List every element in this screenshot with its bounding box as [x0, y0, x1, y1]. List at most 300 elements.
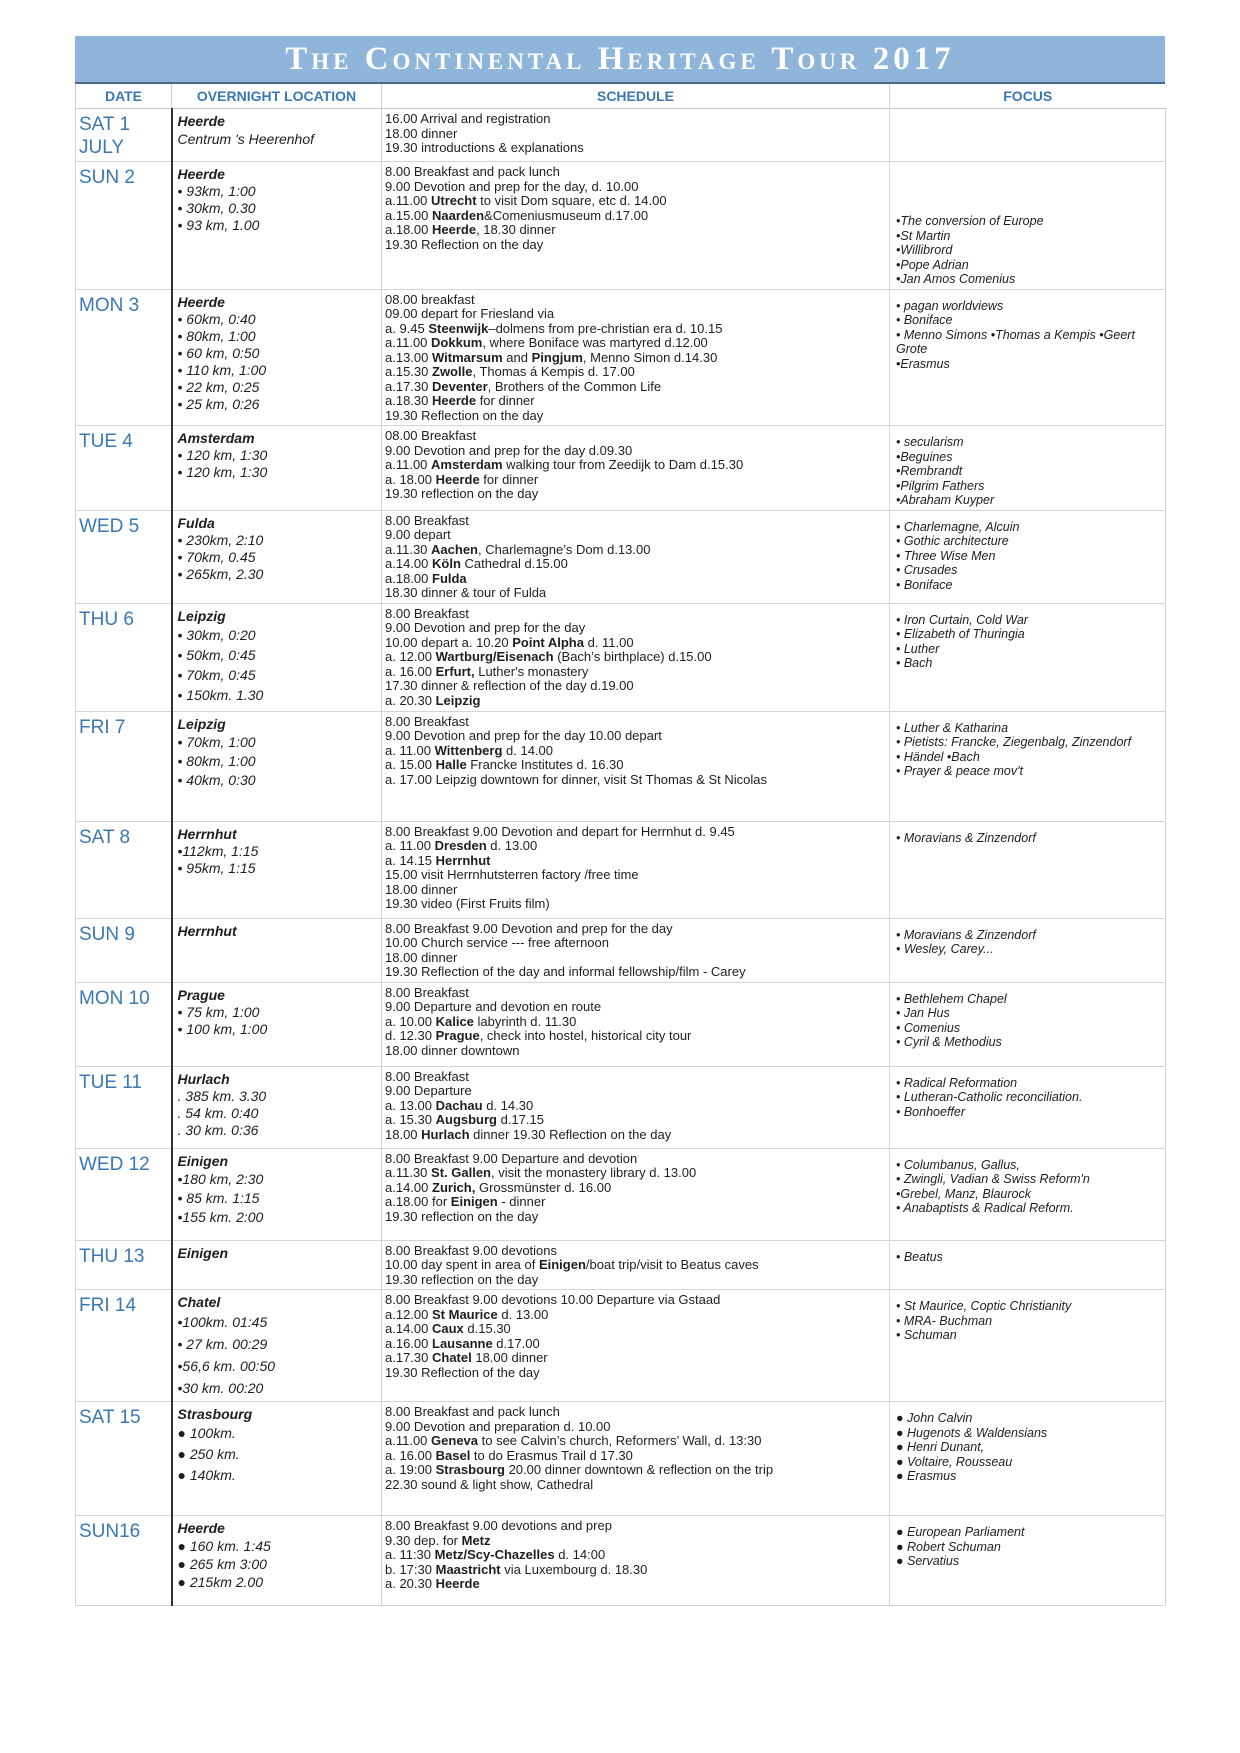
schedule-cell	[382, 1516, 890, 1606]
location-cell	[172, 510, 382, 603]
schedule-item: 8.00 Breakfast and pack lunch	[385, 164, 560, 179]
date-cell	[76, 1066, 172, 1148]
schedule-item: a.16.00 Lausanne d.17.00	[385, 1335, 540, 1351]
header-row	[76, 84, 1166, 109]
schedule-table	[75, 84, 1166, 1606]
focus-item: ● Voltaire, Rousseau	[896, 1454, 1013, 1469]
schedule-item: a. 10.00 Kalice labyrinth d. 11.30	[385, 1013, 577, 1029]
schedule-item: a.11.30 Aachen, Charlemagne’s Dom d.13.00	[385, 541, 651, 557]
date-cell	[76, 603, 172, 711]
schedule-item: a. 9.45 Steenwijk–dolmens from pre-christian era d. 10.15	[385, 320, 723, 336]
schedule-item: a. 20.30 Leipzig	[385, 692, 481, 708]
date-label: WED 5	[79, 515, 140, 537]
schedule-item: 17.30 dinner & reflection of the day d.19.00	[385, 678, 634, 693]
focus-cell	[890, 1148, 1166, 1240]
location-cell	[172, 1290, 382, 1402]
distance-item: • 70km, 1:00	[177, 733, 256, 750]
schedule-item: 10.00 depart a. 10.20 Point Alpha d. 11.00	[385, 634, 634, 650]
focus-item: ● Henri Dunant,	[896, 1440, 985, 1454]
distance-item: • 95km, 1:15	[177, 859, 256, 876]
schedule-item: a.18.00 Fulda	[385, 570, 467, 586]
schedule-rows	[76, 109, 1166, 1606]
focus-item: •Rembrandt	[896, 464, 963, 478]
location-name: Leipzig	[177, 607, 226, 624]
schedule-item: 18.00 dinner	[385, 881, 458, 897]
distance-item: • 93km, 1:00	[177, 183, 256, 199]
focus-item: • Menno Simons •Thomas a Kempis •Geert Grote	[896, 327, 1135, 356]
date-cell	[76, 1290, 172, 1402]
distance-item: • 60km, 0:40	[177, 310, 256, 327]
location-cell	[172, 426, 382, 511]
table-row	[76, 1516, 1166, 1606]
schedule-cell	[382, 1240, 890, 1290]
focus-item: ● Servatius	[896, 1554, 960, 1568]
schedule-item: 19.30 Reflection on the day	[385, 407, 544, 423]
schedule-item: a.18.00 for Einigen - dinner	[385, 1194, 546, 1209]
location-cell	[172, 1240, 382, 1290]
location-name: Heerde	[177, 293, 225, 310]
focus-cell	[890, 289, 1166, 426]
distance-item: • 110 km, 1:00	[177, 361, 267, 378]
focus-item: ● European Parliament	[896, 1525, 1025, 1539]
distance-item: •112km, 1:15	[177, 842, 259, 859]
location-cell	[172, 1516, 382, 1606]
location-cell	[172, 109, 382, 162]
distance-item: • 85 km. 1:15	[177, 1189, 260, 1206]
schedule-item: 19.30 Reflection of the day	[385, 1364, 540, 1380]
focus-cell	[890, 1240, 1166, 1290]
focus-item: • Comenius	[896, 1020, 961, 1035]
focus-item: • Moravians & Zinzendorf	[896, 830, 1036, 845]
focus-item: • pagan worldviews	[896, 298, 1004, 313]
focus-cell	[890, 603, 1166, 711]
schedule-item: 8.00 Breakfast 9.00 devotions and prep	[385, 1518, 612, 1533]
schedule-item: 22.30 sound & light show, Cathedral	[385, 1476, 594, 1492]
focus-item: • Prayer & peace mov't	[896, 764, 1023, 778]
focus-item: •Erasmus	[896, 356, 950, 371]
date-label: SAT 15	[79, 1407, 141, 1428]
date-cell	[76, 711, 172, 821]
focus-cell	[890, 162, 1166, 290]
distance-item: • 93 km, 1.00	[177, 217, 260, 233]
distance-item: • 70km, 0.45	[177, 548, 256, 565]
focus-cell	[890, 918, 1166, 982]
focus-item: • Cyril & Methodius	[896, 1035, 1002, 1049]
date-label: SAT 8	[79, 826, 131, 848]
table-row	[76, 711, 1166, 821]
schedule-cell	[382, 109, 890, 162]
date-label: THU 13	[79, 1245, 145, 1267]
distance-item: • 60 km, 0:50	[177, 344, 260, 361]
schedule-item: 18.30 dinner & tour of Fulda	[385, 585, 547, 600]
focus-item: • Bonhoeffer	[896, 1104, 966, 1119]
location-cell	[172, 1402, 382, 1516]
schedule-item: 10.00 day spent in area of Einigen/boat trip/visit to Beatus caves	[385, 1257, 759, 1272]
focus-item: • Moravians & Zinzendorf	[896, 927, 1036, 942]
focus-item: • Luther & Katharina	[896, 720, 1009, 735]
focus-cell	[890, 1402, 1166, 1516]
distance-item: • 30km, 0:20	[177, 626, 256, 643]
focus-item: • Boniface	[896, 313, 953, 327]
focus-item: •Grebel, Manz, Blaurock	[896, 1186, 1031, 1201]
schedule-item: a. 15.00 Halle Francke Institutes d. 16.30	[385, 757, 624, 772]
table-row	[76, 603, 1166, 711]
focus-item: • Pietists: Francke, Ziegenbalg, Zinzendorf	[896, 735, 1132, 749]
focus-item: •St Martin	[896, 228, 951, 243]
distance-item: • 25 km, 0:26	[177, 395, 260, 412]
location-cell	[172, 982, 382, 1066]
focus-item: •Beguines	[896, 449, 953, 464]
location-name: Heerde	[177, 166, 225, 182]
location-name: Herrnhut	[177, 922, 237, 939]
distance-item: • 230km, 2:10	[177, 531, 264, 548]
header-date: DATE	[76, 84, 172, 109]
schedule-item: a. 17.00 Leipzig downtown for dinner, visit St Thomas & St Nicolas	[385, 771, 768, 787]
focus-cell	[890, 109, 1166, 162]
date-cell	[76, 426, 172, 511]
date-cell	[76, 1402, 172, 1516]
header-location: OVERNIGHT LOCATION	[172, 84, 382, 109]
focus-item: ● John Calvin	[896, 1411, 973, 1425]
schedule-item: a.18.00 Heerde, 18.30 dinner	[385, 222, 556, 237]
date-cell	[76, 510, 172, 603]
schedule-item: a.17.30 Chatel 18.00 dinner	[385, 1350, 548, 1365]
schedule-item: 10.00 Church service --- free afternoon	[385, 935, 609, 950]
schedule-item: 19.30 reflection on the day	[385, 486, 539, 501]
table-row	[76, 1290, 1166, 1402]
date-label: FRI 7	[79, 716, 126, 738]
page-title: The Continental Heritage Tour 2017	[285, 41, 955, 77]
table-row	[76, 1402, 1166, 1516]
distance-item: ● 100km.	[177, 1425, 236, 1441]
date-label: MON 3	[79, 294, 140, 316]
focus-item: • Gothic architecture	[896, 534, 1009, 548]
date-label: MON 10	[79, 987, 150, 1009]
schedule-cell	[382, 1148, 890, 1240]
focus-item: ● Erasmus	[896, 1469, 957, 1483]
focus-item: • Charlemagne, Alcuin	[896, 519, 1020, 534]
location-detail: Centrum 's Heerenhof	[177, 131, 315, 147]
location-name: Prague	[177, 986, 225, 1003]
distance-item: •180 km, 2:30	[177, 1170, 264, 1187]
location-name: Einigen	[177, 1244, 229, 1261]
schedule-item: 19.30 reflection on the day	[385, 1271, 539, 1287]
focus-item: •Jan Amos Comenius	[896, 272, 1016, 286]
focus-cell	[890, 821, 1166, 918]
focus-item: ● Robert Schuman	[896, 1539, 1001, 1554]
location-name: Leipzig	[177, 715, 226, 732]
location-cell	[172, 918, 382, 982]
schedule-item: a. 11.00 Wittenberg d. 14.00	[385, 742, 554, 758]
table-row	[76, 162, 1166, 290]
schedule-item: a. 20.30 Heerde	[385, 1576, 480, 1591]
location-name: Hurlach	[177, 1070, 230, 1087]
focus-item: • Zwingli, Vadian & Swiss Reform'n	[896, 1172, 1090, 1186]
distance-item: •30 km. 00:20	[177, 1380, 264, 1396]
title-banner	[75, 36, 1165, 84]
distance-item: • 30km, 0.30	[177, 200, 256, 216]
distance-item: . 54 km. 0:40	[177, 1104, 259, 1121]
distance-item: • 80km, 1:00	[177, 752, 256, 769]
schedule-item: 8.00 Breakfast	[385, 605, 469, 621]
date-label: SUN 9	[79, 923, 135, 945]
focus-item: • Lutheran-Catholic reconciliation.	[896, 1090, 1083, 1104]
focus-item: • Columbanus, Gallus,	[896, 1157, 1020, 1172]
schedule-item: 19.30 introductions & explanations	[385, 140, 584, 155]
schedule-item: 9.00 Devotion and prep for the day	[385, 620, 586, 635]
focus-item: •Pilgrim Fathers	[896, 478, 985, 493]
schedule-item: 8.00 Breakfast 9.00 Devotion and depart for Herrnhut d. 9.45	[385, 823, 735, 839]
focus-cell	[890, 711, 1166, 821]
schedule-item: a.18.30 Heerde for dinner	[385, 393, 535, 408]
location-cell	[172, 289, 382, 426]
tour-schedule-sheet	[75, 36, 1165, 1606]
schedule-item: 18.00 dinner	[385, 125, 458, 141]
date-cell	[76, 982, 172, 1066]
distance-item: •56,6 km. 00:50	[177, 1358, 276, 1374]
location-name: Einigen	[177, 1152, 229, 1169]
location-cell	[172, 711, 382, 821]
schedule-item: 9.00 depart	[385, 527, 451, 542]
focus-item: •Willibrord	[896, 243, 953, 257]
focus-cell	[890, 426, 1166, 511]
distance-item: ● 160 km. 1:45	[177, 1538, 271, 1554]
schedule-item: 8.00 Breakfast 9.00 Departure and devotion	[385, 1150, 638, 1166]
distance-item: • 75 km, 1:00	[177, 1003, 260, 1020]
schedule-cell	[382, 918, 890, 982]
header-schedule: SCHEDULE	[382, 84, 890, 109]
focus-item: • Boniface	[896, 577, 953, 592]
schedule-item: 8.00 Breakfast and pack lunch	[385, 1404, 560, 1419]
schedule-item: a.12.00 St Maurice d. 13.00	[385, 1306, 549, 1322]
schedule-item: 8.00 Breakfast	[385, 512, 469, 528]
schedule-item: a.11.00 Dokkum, where Boniface was martyred d.12.00	[385, 335, 708, 350]
focus-cell	[890, 510, 1166, 603]
focus-item: ● Hugenots & Waldensians	[896, 1425, 1048, 1440]
schedule-item: a. 13.00 Dachau d. 14.30	[385, 1097, 534, 1113]
location-name: Heerde	[177, 1520, 225, 1536]
date-label: SUN16	[79, 1521, 141, 1542]
schedule-item: a.14.00 Caux d.15.30	[385, 1321, 511, 1336]
focus-item: •Abraham Kuyper	[896, 493, 995, 507]
schedule-item: a.17.30 Deventer, Brothers of the Common Life	[385, 378, 662, 394]
schedule-item: a.15.30 Zwolle, Thomas á Kempis d. 17.00	[385, 364, 635, 379]
focus-item: • Radical Reformation	[896, 1075, 1018, 1090]
focus-item: • secularism	[896, 435, 964, 449]
schedule-item: a. 16.00 Erfurt, Luther's monastery	[385, 663, 589, 679]
location-name: Amsterdam	[177, 430, 255, 446]
focus-item: • Bethlehem Chapel	[896, 991, 1007, 1006]
schedule-item: d. 12.30 Prague, check into hostel, historical city tour	[385, 1028, 692, 1043]
schedule-item: a.11.00 Geneva to see Calvin’s church, Reformers’ Wall, d. 13:30	[385, 1433, 762, 1448]
schedule-item: a. 16.00 Basel to do Erasmus Trail d 17.30	[385, 1447, 633, 1463]
schedule-item: a.14.00 Köln Cathedral d.15.00	[385, 556, 568, 571]
focus-item: • Beatus	[896, 1249, 943, 1264]
distance-item: • 50km, 0:45	[177, 646, 256, 663]
focus-item: • Elizabeth of Thuringia	[896, 627, 1025, 641]
schedule-cell	[382, 711, 890, 821]
date-cell	[76, 1516, 172, 1606]
schedule-item: a.11.30 St. Gallen, visit the monastery library d. 13.00	[385, 1165, 697, 1180]
table-row	[76, 1240, 1166, 1290]
focus-cell	[890, 1290, 1166, 1402]
distance-item: •100km. 01:45	[177, 1314, 268, 1330]
focus-item: • Bach	[896, 656, 933, 670]
schedule-cell	[382, 982, 890, 1066]
focus-item: • Anabaptists & Radical Reform.	[896, 1201, 1074, 1215]
date-label: THU 6	[79, 608, 134, 630]
schedule-cell	[382, 603, 890, 711]
distance-item: • 120 km, 1:30	[177, 447, 268, 463]
schedule-item: 9.00 Devotion and prep for the day 10.00 depart	[385, 728, 662, 743]
date-cell	[76, 918, 172, 982]
date-label: FRI 14	[79, 1295, 137, 1316]
schedule-item: 8.00 Breakfast 9.00 devotions 10.00 Departure via Gstaad	[385, 1292, 721, 1307]
distance-item: • 265km, 2.30	[177, 565, 264, 582]
schedule-item: a. 18.00 Heerde for dinner	[385, 471, 539, 487]
distance-item: ● 140km.	[177, 1467, 236, 1483]
schedule-item: 9.00 Devotion and preparation d. 10.00	[385, 1418, 611, 1434]
schedule-cell	[382, 289, 890, 426]
focus-item: • MRA- Buchman	[896, 1313, 993, 1328]
schedule-cell	[382, 1290, 890, 1402]
focus-cell	[890, 982, 1166, 1066]
schedule-item: 19.30 Reflection on the day	[385, 236, 544, 252]
schedule-item: 8.00 Breakfast 9.00 devotions	[385, 1242, 558, 1258]
focus-item: • St Maurice, Coptic Christianity	[896, 1299, 1072, 1313]
date-cell	[76, 162, 172, 290]
schedule-item: a.15.00 Naarden&Comeniusmuseum d.17.00	[385, 207, 649, 223]
schedule-item: a.14.00 Zurich, Grossmünster d. 16.00	[385, 1179, 612, 1195]
focus-item: • Händel •Bach	[896, 749, 980, 764]
location-name: Herrnhut	[177, 825, 237, 842]
location-name: Chatel	[177, 1294, 221, 1310]
schedule-item: a.11.00 Amsterdam walking tour from Zeedijk to Dam d.15.30	[385, 457, 744, 472]
schedule-item: 19.30 Reflection of the day and informal fellowship/film - Carey	[385, 964, 746, 979]
focus-cell	[890, 1066, 1166, 1148]
table-row	[76, 510, 1166, 603]
location-name: Fulda	[177, 514, 215, 531]
focus-item: • Luther	[896, 641, 940, 656]
focus-item: • Crusades	[896, 563, 958, 577]
schedule-item: 9.00 Departure	[385, 1083, 472, 1098]
distance-item: • 27 km. 00:29	[177, 1336, 268, 1352]
date-label: WED 12	[79, 1153, 150, 1175]
schedule-item: 18.00 Hurlach dinner 19.30 Reflection on the day	[385, 1126, 672, 1142]
schedule-item: 9.00 Departure and devotion en route	[385, 999, 602, 1014]
schedule-item: 18.00 dinner downtown	[385, 1042, 520, 1058]
header-focus: FOCUS	[890, 84, 1166, 109]
date-cell	[76, 289, 172, 426]
schedule-item: 9.30 dep. for Metz	[385, 1532, 491, 1548]
distance-item: • 22 km, 0:25	[177, 378, 260, 395]
date-cell	[76, 821, 172, 918]
location-cell	[172, 162, 382, 290]
date-cell	[76, 1240, 172, 1290]
schedule-item: a. 19:00 Strasbourg 20.00 dinner downtown & reflection on the trip	[385, 1462, 774, 1477]
date-cell	[76, 109, 172, 162]
distance-item: • 70km, 0:45	[177, 666, 256, 683]
schedule-item: 8.00 Breakfast	[385, 984, 469, 1000]
schedule-item: 19.30 video (First Fruits film)	[385, 896, 550, 911]
table-row	[76, 821, 1166, 918]
location-name: Heerde	[177, 113, 225, 129]
date-label: SAT 1 JULY	[79, 114, 131, 158]
location-name: Strasbourg	[177, 1406, 253, 1422]
focus-item: •Pope Adrian	[896, 257, 969, 272]
schedule-cell	[382, 1402, 890, 1516]
table-row	[76, 918, 1166, 982]
table-row	[76, 289, 1166, 426]
schedule-item: b. 17:30 Maastricht via Luxembourg d. 18.30	[385, 1561, 648, 1577]
schedule-item: a. 11.00 Dresden d. 13.00	[385, 838, 538, 853]
table-row	[76, 1066, 1166, 1148]
schedule-item: 8.00 Breakfast	[385, 1068, 469, 1084]
schedule-cell	[382, 426, 890, 511]
distance-item: • 120 km, 1:30	[177, 464, 268, 480]
schedule-item: 18.00 dinner	[385, 949, 458, 965]
focus-cell	[890, 1516, 1166, 1606]
date-label: TUE 11	[79, 1071, 143, 1093]
location-cell	[172, 1066, 382, 1148]
schedule-item: 08.00 Breakfast	[385, 428, 477, 443]
schedule-item: a. 15.30 Augsburg d.17.15	[385, 1112, 544, 1127]
schedule-item: 09.00 depart for Friesland via	[385, 306, 555, 321]
focus-item: • Schuman	[896, 1328, 957, 1342]
schedule-cell	[382, 1066, 890, 1148]
schedule-item: a.13.00 Witmarsum and Pingjum, Menno Simon d.14.30	[385, 349, 718, 365]
table-row	[76, 109, 1166, 162]
focus-item: • Jan Hus	[896, 1006, 950, 1020]
focus-item: • Iron Curtain, Cold War	[896, 612, 1028, 627]
focus-item: •The conversion of Europe	[896, 214, 1044, 228]
schedule-item: 9.00 Devotion and prep for the day, d. 10.00	[385, 178, 639, 194]
distance-item: ● 215km 2.00	[177, 1574, 264, 1590]
schedule-item: 16.00 Arrival and registration	[385, 111, 551, 126]
schedule-item: a. 12.00 Wartburg/Eisenach (Bach’s birthplace) d.15.00	[385, 649, 712, 664]
distance-item: ● 250 km.	[177, 1446, 240, 1462]
schedule-item: 19.30 reflection on the day	[385, 1208, 539, 1224]
date-label: SUN 2	[79, 167, 135, 188]
focus-item: • Wesley, Carey...	[896, 942, 994, 956]
date-label: TUE 4	[79, 431, 133, 452]
schedule-cell	[382, 821, 890, 918]
distance-item: • 80km, 1:00	[177, 327, 256, 344]
location-cell	[172, 821, 382, 918]
schedule-item: 15.00 visit Herrnhutsterren factory /free time	[385, 867, 639, 882]
schedule-item: a.11.00 Utrecht to visit Dom square, etc d. 14.00	[385, 193, 667, 208]
schedule-item: 08.00 breakfast	[385, 291, 475, 307]
distance-item: ● 265 km 3:00	[177, 1556, 267, 1572]
schedule-item: 8.00 Breakfast	[385, 713, 469, 729]
schedule-item: 9.00 Devotion and prep for the day d.09.30	[385, 442, 633, 458]
date-cell	[76, 1148, 172, 1240]
distance-item: •155 km. 2:00	[177, 1208, 264, 1225]
distance-item: • 150km. 1.30	[177, 686, 264, 703]
distance-item: • 100 km, 1:00	[177, 1020, 268, 1037]
schedule-cell	[382, 162, 890, 290]
schedule-item: 8.00 Breakfast 9.00 Devotion and prep for the day	[385, 920, 673, 936]
location-cell	[172, 1148, 382, 1240]
distance-item: • 40km, 0:30	[177, 771, 256, 788]
distance-item: . 30 km. 0:36	[177, 1121, 259, 1138]
table-row	[76, 1148, 1166, 1240]
schedule-cell	[382, 510, 890, 603]
distance-item: . 385 km. 3.30	[177, 1087, 267, 1104]
schedule-item: a. 11:30 Metz/Scy-Chazelles d. 14:00	[385, 1547, 606, 1562]
schedule-item: a. 14.15 Herrnhut	[385, 852, 491, 868]
table-row	[76, 982, 1166, 1066]
